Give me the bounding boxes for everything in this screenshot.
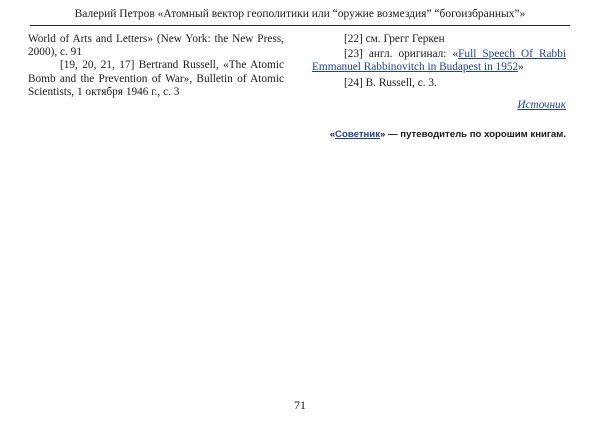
reference-continuation: World of Arts and Letters» (New York: the New Press, 2000), с. 91 — [28, 33, 284, 59]
speech-link[interactable]: Full Speech Of Rabbi Emmanuel Rabbinovitch in Budapest in 1952 — [312, 48, 566, 74]
left-column — [28, 33, 284, 99]
note-23-prefix: [23] англ. оригинал: « — [344, 48, 459, 61]
sovetnik-link[interactable]: Советник — [335, 129, 381, 141]
promo-tagline: — путеводитель по хорошим книгам. — [385, 129, 566, 141]
note-22: [22] см. Грегг Геркен — [344, 33, 445, 45]
source-line — [312, 99, 566, 112]
source-link[interactable]: Источник — [517, 98, 566, 111]
running-header: Валерий Петров «Атомный вектор геополитики или “оружие возмездия” “богоизбранных”» — [74, 8, 526, 20]
note-23 — [312, 48, 566, 74]
header-divider — [30, 25, 570, 26]
sovetnik-promo — [312, 128, 566, 141]
right-column — [312, 33, 566, 141]
note-23-suffix: » — [518, 61, 524, 74]
reference-19-20-21-17: [19, 20, 21, 17] Bertrand Russell, «The Atomic Bomb and the Prevention of War», Bulletin of Atomic Scientists, 1 октября 1946 г., с. 3 — [28, 59, 284, 98]
note-24: [24] B. Russell, с. 3. — [344, 76, 437, 89]
promo-close-quote: » — [380, 129, 386, 141]
page-number: 71 — [294, 398, 306, 412]
promo-open-quote: « — [329, 129, 336, 141]
